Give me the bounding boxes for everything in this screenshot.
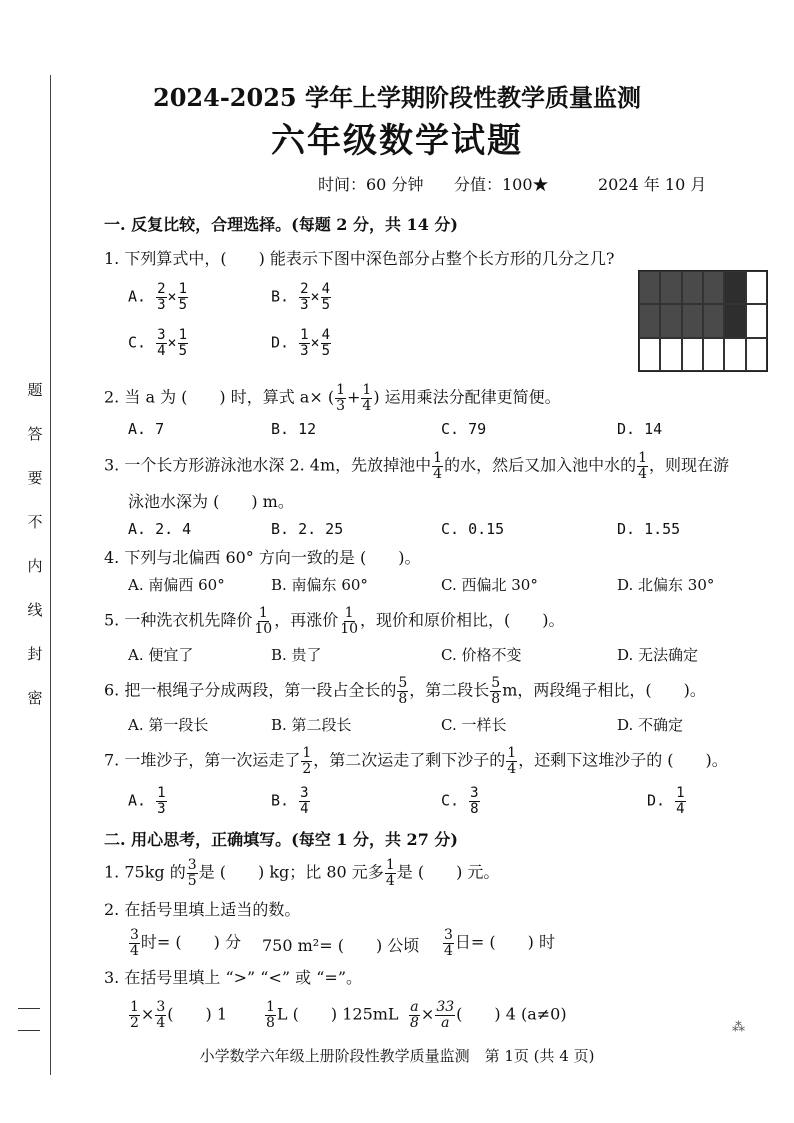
seal-char: 线 bbox=[27, 601, 43, 619]
question-7: 7. 一堆沙子，第一次运走了 $\frac{1}{2}$ ，第二次运走了剩下沙子的 $\frac{1}{4}$ ，还剩下这堆沙子的 ( )。 bbox=[104, 745, 728, 777]
grid-cell bbox=[703, 338, 724, 371]
grid-cell-shaded bbox=[724, 304, 745, 337]
option-3a: A. 2. 4 bbox=[128, 520, 192, 538]
page-footer: 小学数学六年级上册阶段性教学质量监测 第 1页 (共 4 页) bbox=[199, 1047, 595, 1065]
option-2c: C. 79 bbox=[441, 420, 487, 438]
option-7d: D. $\frac{1}{4}$ bbox=[647, 785, 685, 817]
section-heading-2: 二. 用心思考，正确填写。(每空 1 分，共 27 分) bbox=[104, 830, 458, 849]
option-6b: B. 第二段长 bbox=[271, 716, 352, 734]
seal-char: 题 bbox=[27, 381, 43, 399]
grid-cell-shaded bbox=[703, 304, 724, 337]
question-2-3a: $\frac{1}{2}$ × $\frac{3}{4}$ ( ) 1 bbox=[130, 999, 228, 1031]
question-2-3: 3. 在括号里填上 “>” “<” 或 “=”。 bbox=[104, 968, 362, 987]
question-2-3b: $\frac{1}{8}$ L ( ) 125mL bbox=[266, 999, 399, 1031]
option-1c: C. $\frac{3}{4}$ × $\frac{1}{5}$ bbox=[128, 327, 187, 359]
option-4a: A. 南偏西 60° bbox=[128, 576, 225, 594]
question-1: 1. 下列算式中，( ) 能表示下图中深色部分占整个长方形的几分之几? bbox=[104, 249, 615, 268]
option-7b: B. $\frac{3}{4}$ bbox=[271, 785, 309, 817]
option-1a: A. $\frac{2}{3}$ × $\frac{1}{5}$ bbox=[128, 281, 187, 313]
grid-cell bbox=[639, 338, 660, 371]
option-4d: D. 北偏东 30° bbox=[617, 576, 715, 594]
question-2-2a: $\frac{3}{4}$ 时= ( ) 分 bbox=[130, 927, 241, 959]
grid-cell bbox=[746, 304, 767, 337]
seal-char: 内 bbox=[27, 557, 43, 575]
option-7a: A. $\frac{1}{3}$ bbox=[128, 785, 166, 817]
question-5: 5. 一种洗衣机先降价 $\frac{1}{10}$ ，再涨价 $\frac{1}{10}$ ，现价和原价相比，( )。 bbox=[104, 605, 565, 637]
grid-cell-shaded bbox=[682, 304, 703, 337]
option-2b: B. 12 bbox=[271, 420, 317, 438]
grid-cell bbox=[724, 338, 745, 371]
option-3d: D. 1.55 bbox=[617, 520, 681, 538]
question-4: 4. 下列与北偏西 60° 方向一致的是 ( )。 bbox=[104, 548, 421, 567]
seal-char: 密 bbox=[27, 689, 43, 707]
exam-subtitle: 六年级数学试题 bbox=[271, 121, 523, 161]
grid-cell-shaded bbox=[660, 271, 681, 304]
question-3: 3. 一个长方形游泳池水深 2. 4m，先放掉池中 $\frac{1}{4}$ 的水，然后又加入池中水的 $\frac{1}{4}$ ，则现在游 bbox=[104, 450, 730, 482]
seal-char: 要 bbox=[27, 469, 43, 487]
question-2-3c: $\frac{a}{8}$ × $\frac{33}{a}$ ( ) 4 (a≠0) bbox=[410, 999, 567, 1031]
question-3-line2: 泳池水深为 ( ) m。 bbox=[128, 492, 294, 511]
exam-title: 2024-2025 学年上学期阶段性教学质量监测 bbox=[153, 83, 641, 112]
exam-score: 分值：100★ bbox=[454, 175, 549, 194]
option-7c: C. $\frac{3}{8}$ bbox=[441, 785, 479, 817]
question-2-2: 2. 在括号里填上适当的数。 bbox=[104, 900, 301, 919]
option-6c: C. 一样长 bbox=[441, 716, 507, 734]
grid-cell-shaded bbox=[639, 304, 660, 337]
option-5b: B. 贵了 bbox=[271, 646, 322, 664]
grid-cell bbox=[746, 338, 767, 371]
question-6: 6. 把一根绳子分成两段，第一段占全长的 $\frac{5}{8}$ ，第二段长 $\frac{5}{8}$ m，两段绳子相比，( )。 bbox=[104, 675, 706, 707]
question-2-1: 1. 75kg 的 $\frac{3}{5}$ 是 ( ) kg；比 80 元多 $\frac{1}{4}$ 是 ( ) 元。 bbox=[104, 857, 500, 889]
option-3c: C. 0.15 bbox=[441, 520, 505, 538]
grid-cell-shaded bbox=[660, 304, 681, 337]
grid-cell bbox=[682, 338, 703, 371]
edge-mark bbox=[18, 1008, 40, 1009]
seal-char: 答 bbox=[27, 425, 43, 443]
question-2: 2. 当 a 为 ( ) 时，算式 a× ( $\frac{1}{3}$ + $\frac{1}{4}$ ) 运用乘法分配律更简便。 bbox=[104, 382, 561, 414]
option-4c: C. 西偏北 30° bbox=[441, 576, 538, 594]
option-2d: D. 14 bbox=[617, 420, 663, 438]
scan-mark-icon: ⁂ bbox=[732, 1020, 745, 1035]
option-5c: C. 价格不变 bbox=[441, 646, 522, 664]
grid-cell bbox=[660, 338, 681, 371]
option-6d: D. 不确定 bbox=[617, 716, 684, 734]
grid-cell-shaded bbox=[703, 271, 724, 304]
seal-line-notice bbox=[24, 380, 46, 732]
rectangle-figure bbox=[638, 270, 768, 372]
binding-line bbox=[50, 75, 51, 1075]
option-5d: D. 无法确定 bbox=[617, 646, 699, 664]
option-2a: A. 7 bbox=[128, 420, 165, 438]
option-3b: B. 2. 25 bbox=[271, 520, 344, 538]
grid-cell-shaded bbox=[724, 271, 745, 304]
seal-char: 不 bbox=[27, 513, 43, 531]
exam-date: 2024 年 10 月 bbox=[598, 175, 707, 194]
exam-time: 时间：60 分钟 bbox=[318, 175, 424, 194]
grid-cell bbox=[746, 271, 767, 304]
seal-char: 封 bbox=[27, 645, 43, 663]
option-1d: D. $\frac{1}{3}$ × $\frac{4}{5}$ bbox=[271, 327, 330, 359]
option-4b: B. 南偏东 60° bbox=[271, 576, 368, 594]
section-heading-1: 一. 反复比较，合理选择。(每题 2 分，共 14 分) bbox=[104, 215, 458, 234]
option-1b: B. $\frac{2}{3}$ × $\frac{4}{5}$ bbox=[271, 281, 330, 313]
option-5a: A. 便宜了 bbox=[128, 646, 194, 664]
question-2-2b: 750 m²= ( ) 公顷 bbox=[262, 936, 420, 955]
edge-mark bbox=[18, 1030, 40, 1031]
option-6a: A. 第一段长 bbox=[128, 716, 209, 734]
question-2-2c: $\frac{3}{4}$ 日= ( ) 时 bbox=[444, 927, 555, 959]
grid-cell-shaded bbox=[682, 271, 703, 304]
grid-cell-shaded bbox=[639, 271, 660, 304]
